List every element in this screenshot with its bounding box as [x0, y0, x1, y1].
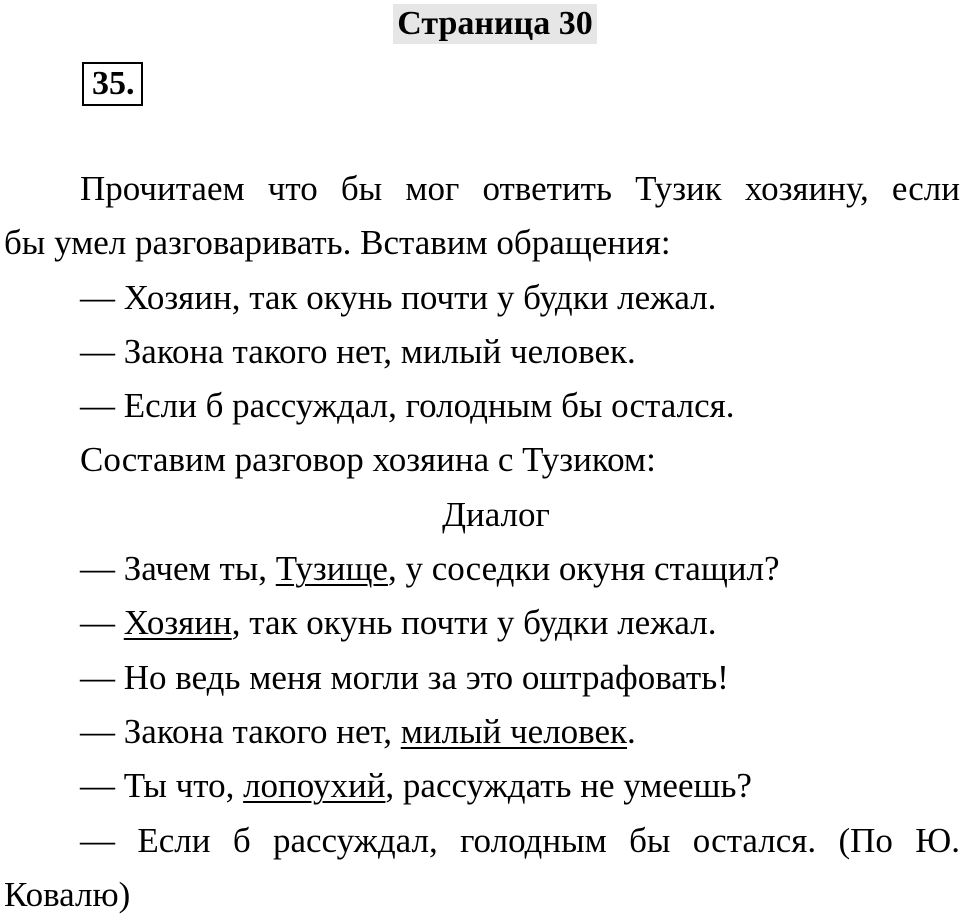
answer-text — [4, 162, 960, 922]
task-number-box: 35. — [82, 62, 143, 106]
dialog-text: — Но ведь меня могли за это оштрафовать! — [80, 657, 729, 697]
dialog-line — [4, 542, 960, 596]
intro-line-1: Прочитаем что бы мог ответить Тузик хозяину, если — [80, 169, 960, 208]
answer-line: — Закона такого нет, милый человек. — [80, 331, 636, 371]
dialog-line — [4, 759, 960, 813]
compose-text: Составим разговор хозяина с Тузиком: — [80, 440, 656, 480]
dialog-text: , рассуждать не умеешь? — [385, 766, 752, 806]
dialog-line — [4, 651, 960, 705]
page-header — [0, 4, 960, 44]
dialog-appeal: Тузище — [275, 549, 388, 589]
dialog-line — [4, 596, 960, 650]
dialog-text: — Закона такого нет, — [80, 711, 401, 751]
answer-line: — Хозяин, так окунь почти у будки лежал. — [80, 277, 717, 317]
dialog-text: — — [80, 603, 124, 643]
dialog-line — [4, 705, 960, 759]
dialog-appeal: Хозяин — [123, 603, 232, 643]
dialog-appeal: милый человек — [400, 711, 628, 751]
dialog-appeal: лопоухий — [243, 766, 386, 806]
page-title: Страница 30 — [393, 4, 596, 44]
dialog-text: , у соседки окуня стащил? — [387, 549, 780, 589]
dialog-text: — Зачем ты, — [80, 549, 276, 589]
dialog-text: — Ты что, — [80, 766, 244, 806]
dialog-text: . — [627, 711, 636, 751]
dialog-title: Диалог — [442, 494, 550, 534]
intro-line-2: бы умел разговаривать. Вставим обращения: — [4, 223, 671, 263]
dialog-text: , так окунь почти у будки лежал. — [231, 603, 717, 643]
last-line-2: Ковалю) — [4, 874, 131, 914]
last-line-1: — Если б рассуждал, голодным бы остался. (По Ю. — [80, 820, 960, 860]
answer-line: — Если б рассуждал, голодным бы остался. — [80, 386, 735, 426]
